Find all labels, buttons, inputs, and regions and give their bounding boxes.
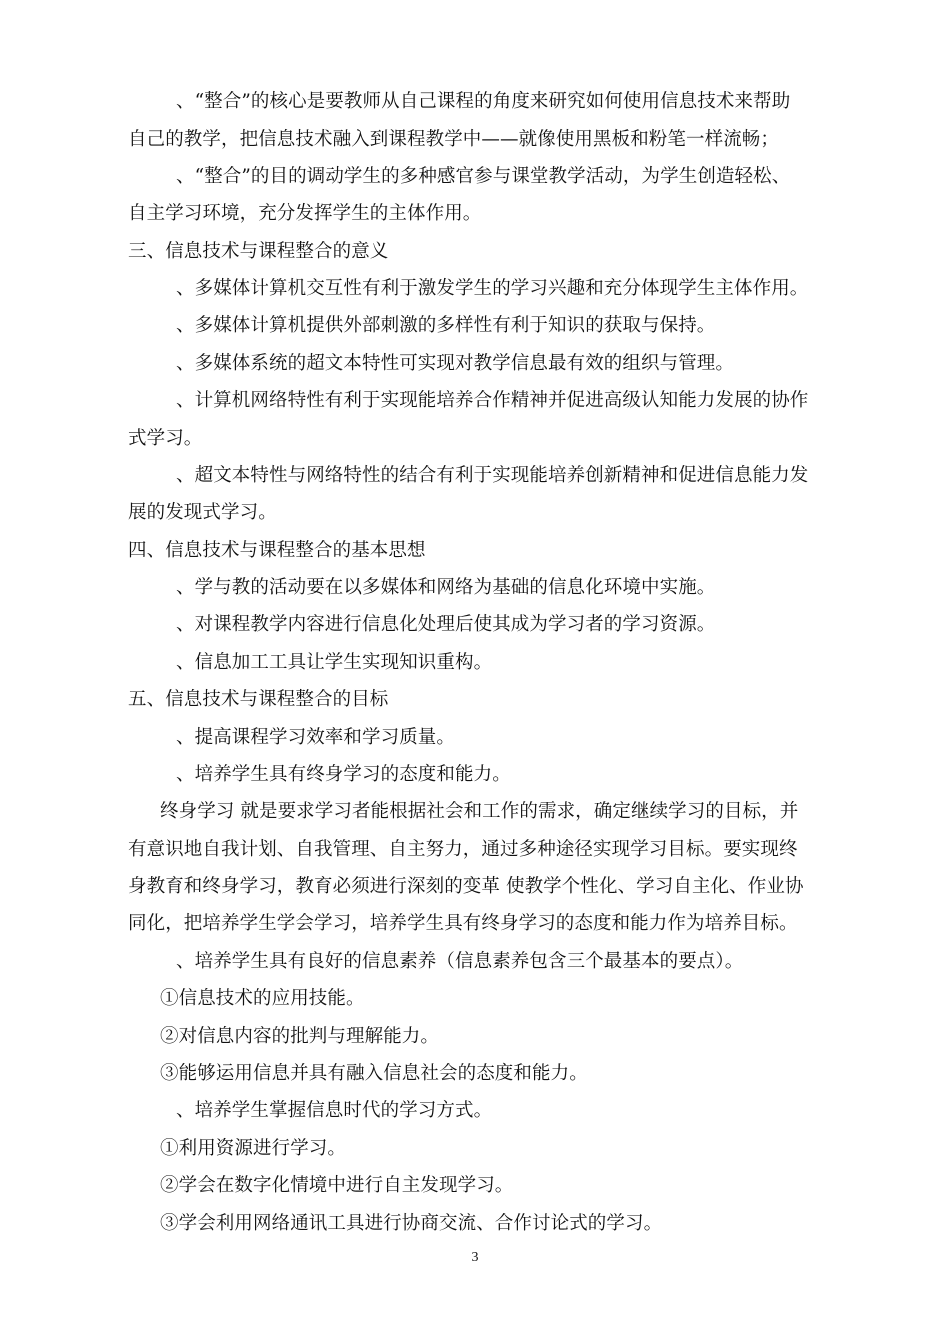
list-item: 、超文本特性与网络特性的结合有利于实现能培养创新精神和促进信息能力发 xyxy=(176,465,809,486)
sub-list-item: ③学会利用网络通讯工具进行协商交流、合作讨论式的学习。 xyxy=(160,1213,663,1234)
list-item: 、对课程教学内容进行信息化处理后使其成为学习者的学习资源。 xyxy=(176,614,716,635)
sub-list-item: ①利用资源进行学习。 xyxy=(160,1138,347,1159)
list-item: 、培养学生掌握信息时代的学习方式。 xyxy=(176,1100,493,1121)
paragraph-line: 展的发现式学习。 xyxy=(128,502,277,523)
list-item: 、信息加工工具让学生实现知识重构。 xyxy=(176,652,493,673)
list-item: 、计算机网络特性有利于实现能培养合作精神并促进高级认知能力发展的协作 xyxy=(176,390,809,411)
page-number: 3 xyxy=(471,1250,479,1265)
section-heading: 五、信息技术与课程整合的目标 xyxy=(128,689,389,710)
list-item: 、多媒体计算机交互性有利于激发学生的学习兴趣和充分体现学生主体作用。 xyxy=(176,278,809,299)
list-item: 、多媒体系统的超文本特性可实现对教学信息最有效的组织与管理。 xyxy=(176,353,735,374)
paragraph-line: 终身学习 就是要求学习者能根据社会和工作的需求，确定继续学习的目标，并 xyxy=(160,801,799,822)
paragraph-line: 有意识地自我计划、自我管理、自主努力，通过多种途径实现学习目标。要实现终 xyxy=(128,839,798,860)
list-item: 、培养学生具有良好的信息素养（信息素养包含三个最基本的要点）。 xyxy=(176,951,744,972)
list-item: 、多媒体计算机提供外部刺激的多样性有利于知识的获取与保持。 xyxy=(176,315,716,336)
list-item: 、提高课程学习效率和学习质量。 xyxy=(176,727,456,748)
paragraph-line: 自主学习环境，充分发挥学生的主体作用。 xyxy=(128,203,482,224)
sub-list-item: ①信息技术的应用技能。 xyxy=(160,988,365,1009)
paragraph-line: 、“整合”的核心是要教师从自己课程的角度来研究如何使用信息技术来帮助 xyxy=(176,91,791,112)
section-heading: 四、信息技术与课程整合的基本思想 xyxy=(128,540,426,561)
paragraph-line: 、“整合”的目的调动学生的多种感官参与课堂教学活动，为学生创造轻松、 xyxy=(176,166,791,187)
sub-list-item: ③能够运用信息并具有融入信息社会的态度和能力。 xyxy=(160,1063,588,1084)
sub-list-item: ②学会在数字化情境中进行自主发现学习。 xyxy=(160,1175,514,1196)
paragraph-line: 身教育和终身学习，教育必须进行深刻的变革 使教学个性化、学习自主化、作业协 xyxy=(128,876,804,897)
sub-list-item: ②对信息内容的批判与理解能力。 xyxy=(160,1026,440,1047)
paragraph-line: 式学习。 xyxy=(128,428,203,449)
list-item: 、培养学生具有终身学习的态度和能力。 xyxy=(176,764,511,785)
paragraph-line: 自己的教学，把信息技术融入到课程教学中——就像使用黑板和粉笔一样流畅； xyxy=(128,129,780,150)
section-heading: 三、信息技术与课程整合的意义 xyxy=(128,241,389,262)
list-item: 、学与教的活动要在以多媒体和网络为基础的信息化环境中实施。 xyxy=(176,577,716,598)
paragraph-line: 同化，把培养学生学会学习，培养学生具有终身学习的态度和能力作为培养目标。 xyxy=(128,913,798,934)
